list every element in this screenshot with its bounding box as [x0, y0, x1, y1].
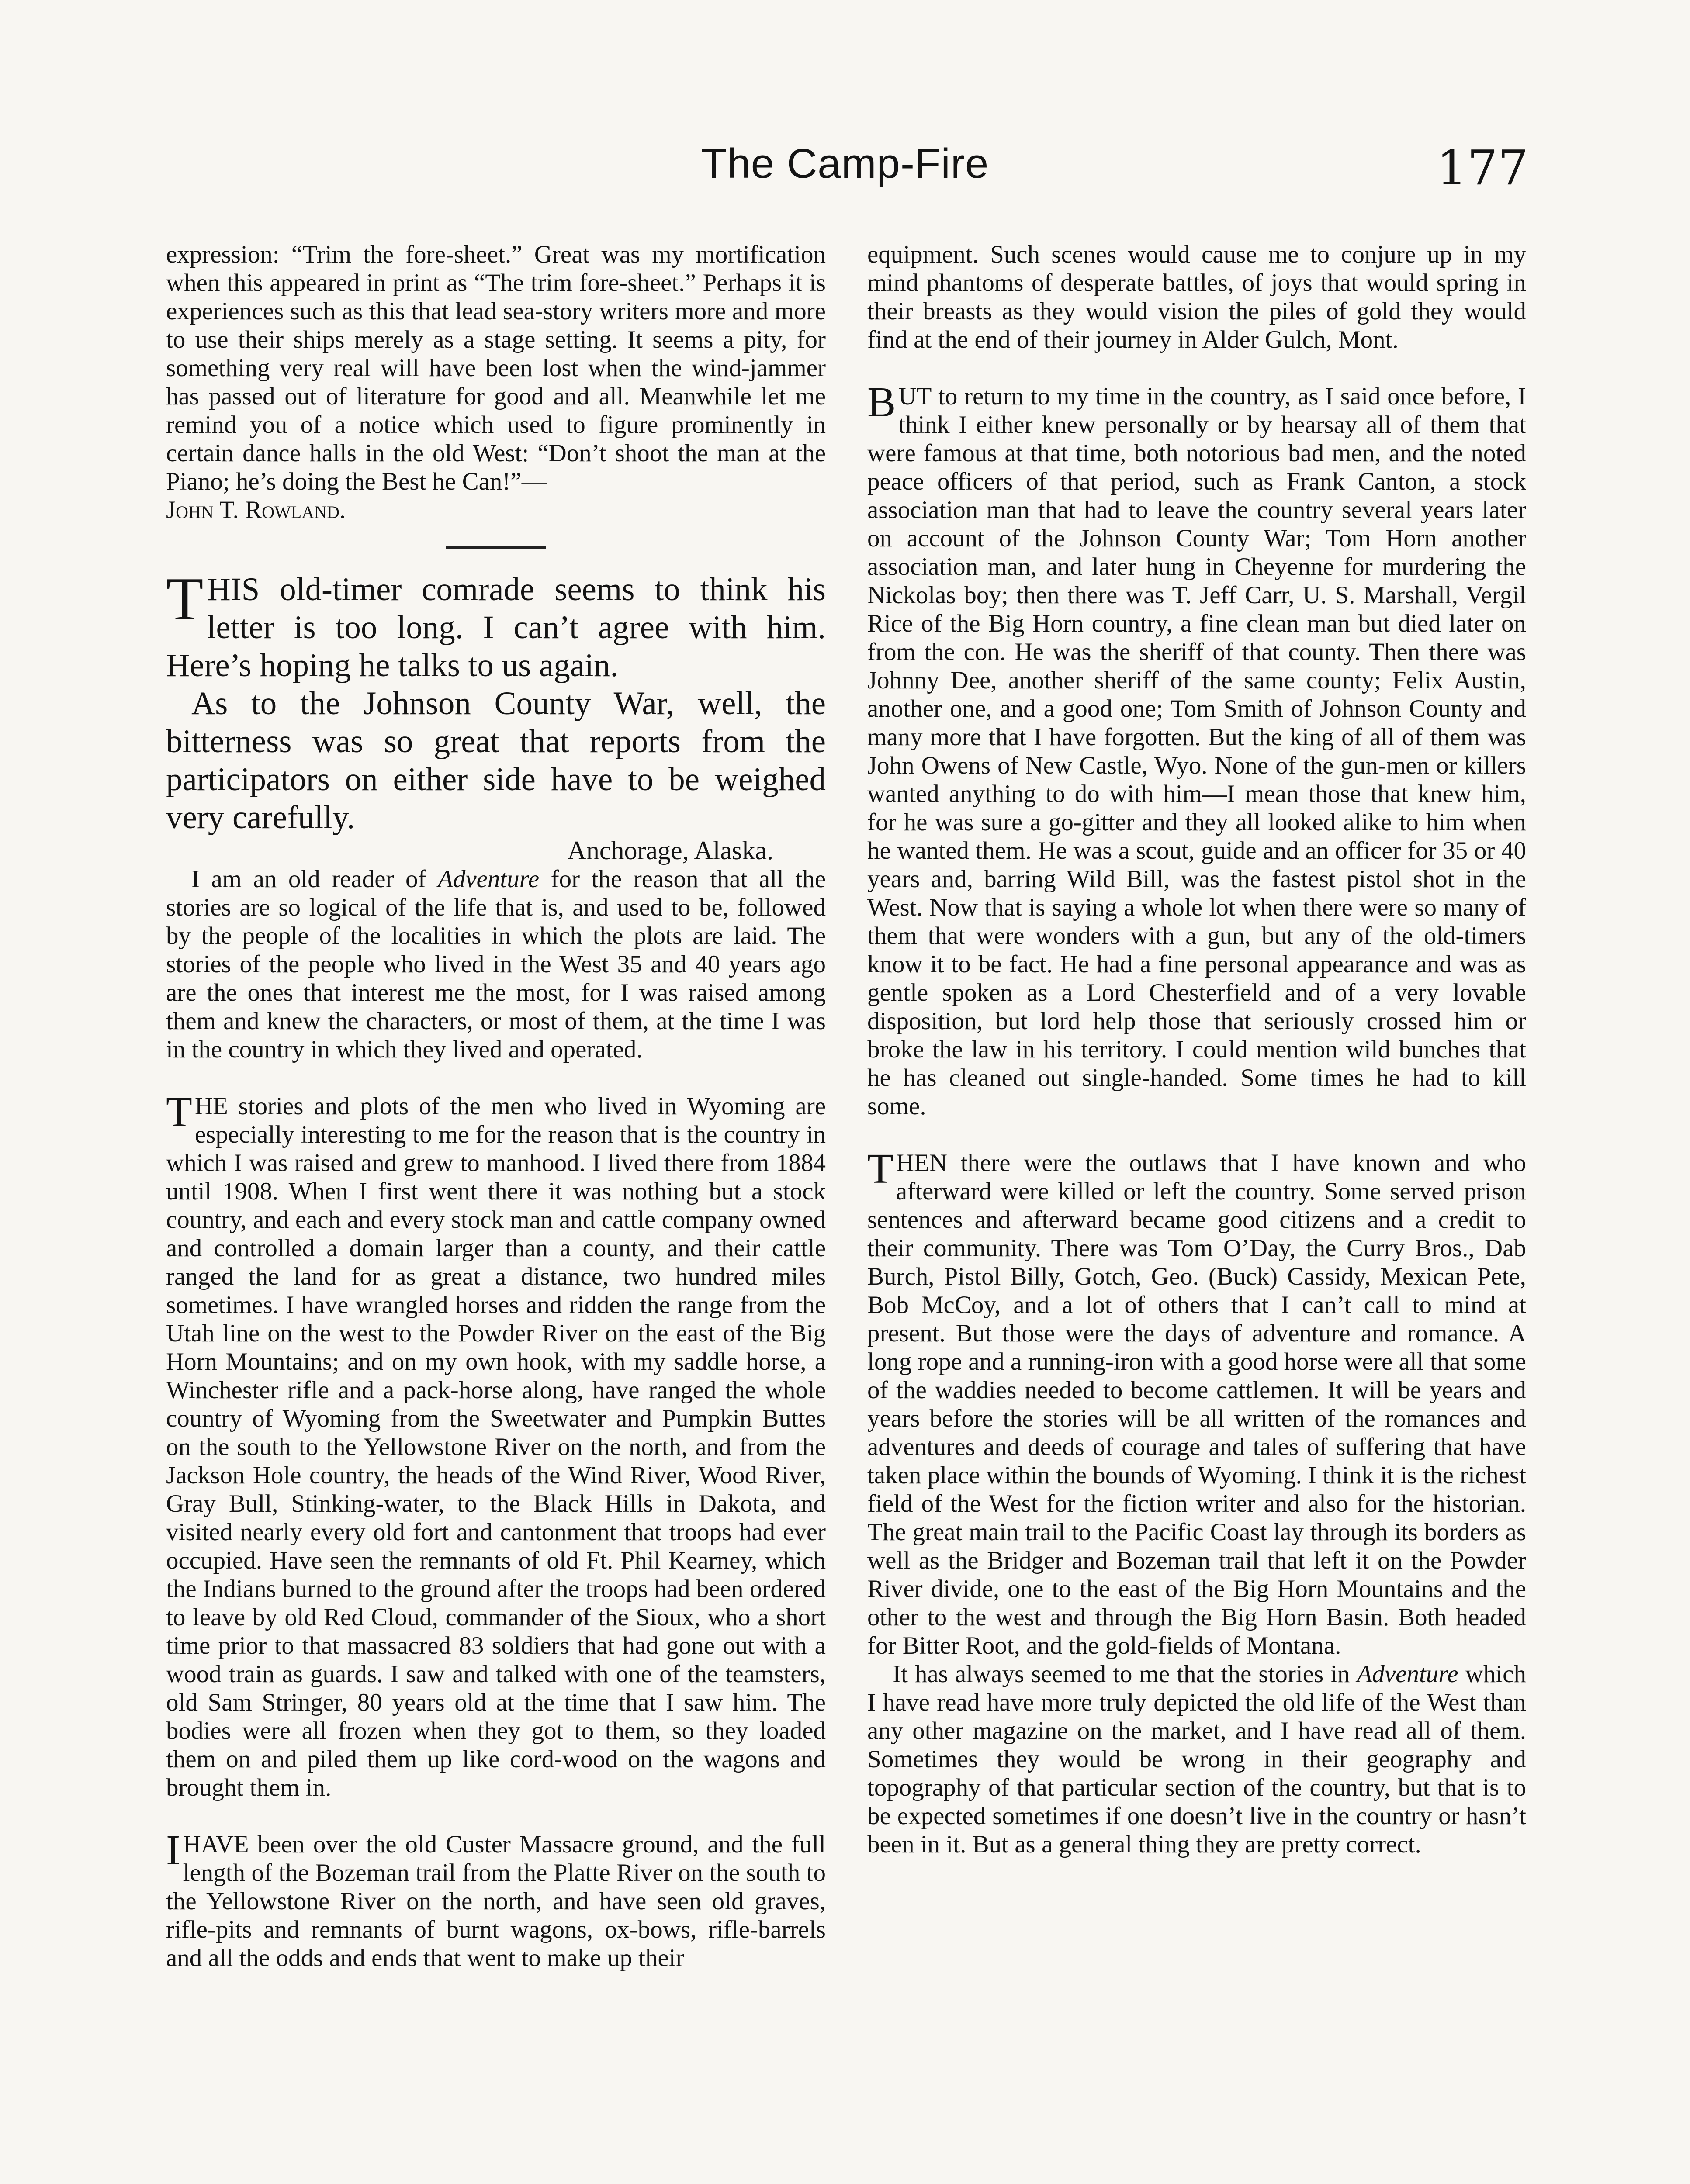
- dateline: Anchorage, Alaska.: [567, 836, 773, 865]
- section-title: The Camp-Fire: [701, 140, 989, 187]
- intro-paragraph: THIS old-timer comrade seems to think his letter is too long. I can’t agree with him. Here’s hoping he talks to us again.: [166, 565, 826, 684]
- drop-cap: T: [166, 565, 204, 633]
- page-header: [0, 140, 1690, 205]
- letter-paragraph: THEN there were the outlaws that I have known and who afterward were killed or left the country. Some served prison sentences and afterward became good citizens and a credit to their community. There was Tom O’Day, the Curry Bros., Dab Burch, Pistol Billy, Gotch, Geo. (Buck) Cassidy, Mexican Pete, Bob McCoy, and a lot of others that I can’t call to mind at present. But those were the days of adventure and romance. A long rope and a running-iron with a good horse were all that some of the waddies needed to become cattlemen. It will be years and years before the stories will be all written of the romances and adventures and deeds of courage and tales of suffering that have taken place within the bounds of Wyoming. I think it is the richest field of the West for the fiction writer and also for the historian. The great main trail to the Pacific Coast lay through its borders as well as the Bridger and Bozeman trail that left it on the Powder River divide, one to the east of the Big Horn Mountains and the other to the west and through the Big Horn Basin. Both headed for Bitter Root, and the gold-fields of Montana.: [867, 1145, 1526, 1659]
- magazine-name: Adventure: [1357, 1660, 1458, 1688]
- intro-paragraph: As to the Johnson County War, well, the bitterness was so great that reports from the participators on either side have to be weighed very carefully.: [166, 685, 826, 836]
- signature: John T. Rowland.: [166, 496, 346, 524]
- left-column: [166, 240, 826, 1972]
- letter-end-paragraph: expression: “Trim the fore-sheet.” Great was my mortification when this appeared in print as “The trim fore-sheet.” Perhaps it is experiences such as this that lead sea-story writers more and more to use their ships merely as a stage setting. It seems a pity, for something very real will have been lost when the wind-jammer has passed out of literature for good and all. Meanwhile let me remind you of a notice which used to figure prominently in certain dance halls in the old West: “Don’t shoot the man at the Piano; he’s doing the Best he Can!”— John T. Rowland.: [166, 241, 826, 524]
- drop-cap: T: [166, 1089, 192, 1136]
- right-column: [867, 240, 1526, 1859]
- drop-cap: I: [166, 1827, 180, 1874]
- drop-cap: T: [867, 1145, 893, 1192]
- letter-paragraph: It has always seemed to me that the stories in Adventure which I have read have more truly depicted the old life of the West than any other magazine on the market, and I have read all of them. Sometimes they would be wrong in their geography and topography of that particular section of the country, but that is to be expected sometimes if one doesn’t live in the country or hasn’t been in it. But as a general thing they are pretty correct.: [867, 1660, 1526, 1858]
- drop-cap: B: [867, 379, 896, 426]
- page-number: 177: [1437, 140, 1528, 196]
- letter-paragraph: I am an old reader of Adventure for the reason that all the stories are so logical of the life that is, and used to be, followed by the people of the localities in which the plots are laid. The stories of the people who lived in the West 35 and 40 years ago are the ones that interest me the most, for I was raised among them and knew the characters, or most of them, at the time I was in the country in which they lived and operated.: [166, 865, 826, 1063]
- editor-intro: [166, 565, 826, 836]
- section-divider: [446, 546, 546, 549]
- magazine-name: Adventure: [438, 865, 540, 893]
- letter-paragraph: I HAVE been over the old Custer Massacre ground, and the full length of the Bozeman trail from the Platte River on the south to the Yellowstone River on the north, and have seen old graves, rifle-pits and remnants of burnt wagons, ox-bows, rifle-barrels and all the odds and ends that went to make up their: [166, 1827, 826, 1972]
- letter-paragraph: THE stories and plots of the men who lived in Wyoming are especially interesting to me for the reason that is the country in which I was raised and grew to manhood. I lived there from 1884 until 1908. When I first went there it was nothing but a stock country, and each and every stock man and cattle company owned and controlled a domain larger than a county, and their cattle ranged the land for as great a distance, two hundred miles sometimes. I have wrangled horses and ridden the range from the Utah line on the west to the Powder River on the east of the Big Horn Mountains; and on my own hook, with my saddle horse, a Winchester rifle and a pack-horse along, have ranged the whole country of Wyoming from the Sweetwater and Pumpkin Buttes on the south to the Yellowstone River on the north, and from the Jackson Hole country, the heads of the Wind River, Wood River, Gray Bull, Stinking-water, to the Black Hills in Dakota, and visited nearly every old fort and cantonment that troops had ever occupied. Have seen the remnants of old Ft. Phil Kearney, which the Indians burned to the ground after the troops had been ordered to leave by old Red Cloud, commander of the Sioux, who a short time prior to that massacred 83 soldiers that had gone out with a wood train as guards. I saw and talked with one of the teamsters, old Sam Stringer, 80 years old at the time that I saw him. The bodies were all frozen when they got to them, so they loaded them on and piled them up like cord-wood on the wagons and brought them in.: [166, 1089, 826, 1801]
- letter-paragraph: equipment. Such scenes would cause me to conjure up in my mind phantoms of desperate battles, of joys that would spring in their breasts as they would vision the piles of gold they would find at the end of their journey in Alder Gulch, Mont.: [867, 241, 1526, 353]
- letter-paragraph: BUT to return to my time in the country, as I said once before, I think I either knew personally or by hearsay all of them that were famous at that time, both notorious bad men, and the noted peace officers of that period, such as Frank Canton, a stock association man that had to leave the country several years later on account of the Johnson County War; Tom Horn another association man, and later hung in Cheyenne for murdering the Nickolas boy; then there was T. Jeff Carr, U. S. Marshall, Vergil Rice of the Big Horn country, a fine clean man but died later on from the con. He was the sheriff of that county. Then there was Johnny Dee, another sheriff of the same county; Felix Austin, another one, and a good one; Tom Smith of Johnson County and many more that I have forgotten. But the king of all of them was John Owens of New Castle, Wyo. None of the gun-men or killers wanted anything to do with him—I mean those that knew him, for he was sure a go-gitter and they all looked alike to him when he wanted them. He was a scout, guide and an officer for 35 or 40 years and, barring Wild Bill, was the fastest pistol shot in the West. Now that is saying a whole lot when there were so many of them that were wonders with a gun, but any of the old-timers know it to be fact. He had a fine personal appearance and was as gentle spoken as a Lord Chesterfield and of a very lovable disposition, but lord help those that seriously crossed him or broke the law in his territory. I could mention wild bunches that he has cleaned out single-handed. Some times he had to kill some.: [867, 379, 1526, 1120]
